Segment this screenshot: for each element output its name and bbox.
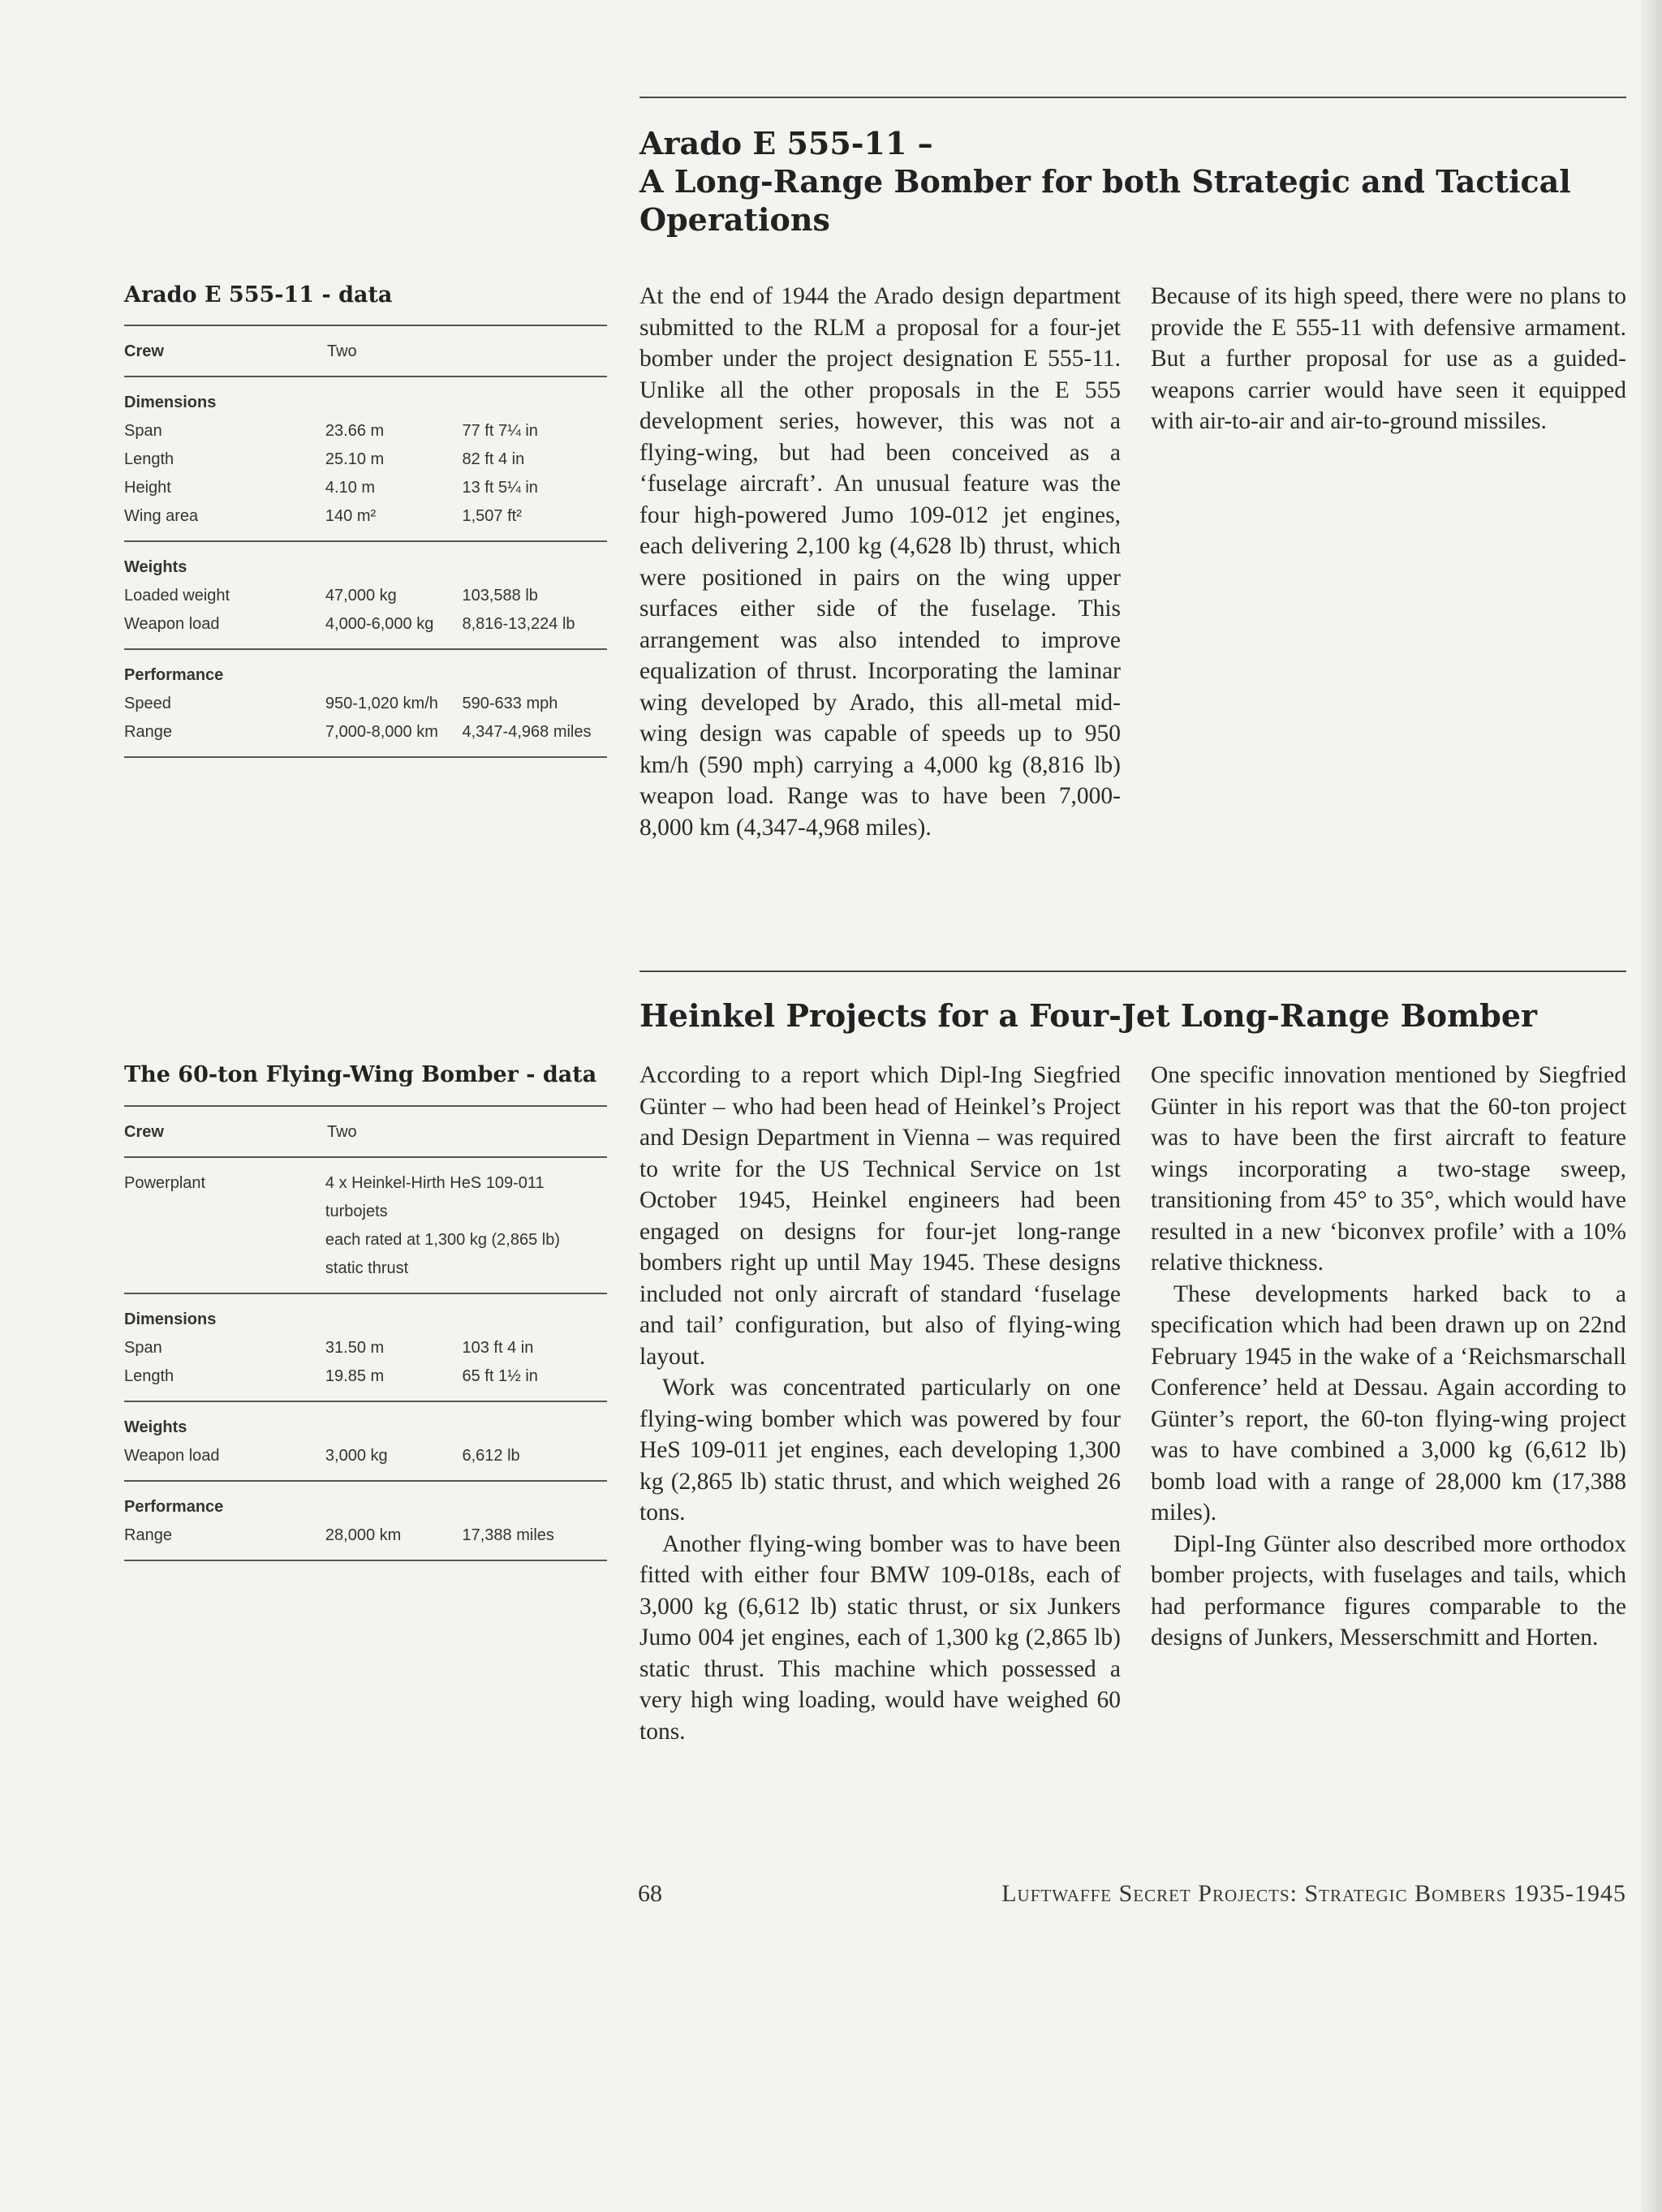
row-label: Length xyxy=(124,1367,174,1385)
table-row xyxy=(124,690,607,718)
data-table-title-suffix: - data xyxy=(314,282,393,308)
table-row xyxy=(124,610,607,639)
section-header: Performance xyxy=(124,1498,224,1516)
paragraph: Work was concentrated particularly on one flying-wing bomber which was powered by four HeS 109-011 jet engines, each developing 1,300 kg (2,865 lb) static thrust, and which weighed 26 tons. xyxy=(639,1375,1121,1526)
table-row xyxy=(124,582,607,610)
row-imperial: 77 ft 7¼ in xyxy=(462,422,538,440)
powerplant-value xyxy=(325,1169,607,1283)
table-row xyxy=(124,445,607,474)
flying-wing-data-table xyxy=(124,1105,607,1561)
row-imperial: 1,507 ft² xyxy=(462,507,522,525)
row-imperial: 82 ft 4 in xyxy=(462,450,525,468)
table-row xyxy=(124,338,607,366)
row-label: Weapon load xyxy=(124,615,220,633)
crew-section xyxy=(124,1105,607,1158)
data-table-title xyxy=(124,282,392,309)
powerplant-section xyxy=(124,1158,607,1294)
section-header-row xyxy=(124,661,607,690)
data-table-title xyxy=(124,1061,596,1089)
paragraph: One specific innovation mentioned by Siegfried Günter in his report was that the 60-ton project was to have been the first aircraft to feature wings incorporating a two-stage sweep, transitioning from 45° to 35°, which would have resulted in a new ‘biconvex profile’ with a 10% relative thickness. xyxy=(1151,1062,1626,1276)
paragraph: Dipl-Ing Günter also described more orthodox bomber projects, with fuselages and tails, which had performance figures comparable to the designs of Junkers, Messerschmitt and Horten. xyxy=(1151,1530,1626,1650)
powerplant-line: static thrust xyxy=(325,1259,409,1277)
row-metric: 19.85 m xyxy=(325,1367,385,1385)
row-label: Wing area xyxy=(124,507,199,525)
row-value: Two xyxy=(327,342,357,360)
row-metric: 4.10 m xyxy=(325,479,376,497)
row-imperial: 13 ft 5¼ in xyxy=(462,479,538,497)
section-header-row xyxy=(124,1493,607,1521)
running-footer-title: Luftwaffe Secret Projects: Strategic Bombers 1935-1945 xyxy=(1001,1880,1626,1907)
heinkel-text-column-2 xyxy=(1151,1060,1626,1654)
row-label: Speed xyxy=(124,695,171,712)
performance-section xyxy=(124,650,607,758)
table-row xyxy=(124,1169,607,1283)
row-imperial: 4,347-4,968 miles xyxy=(462,723,592,741)
dimensions-section xyxy=(124,1294,607,1402)
row-metric: 950-1,020 km/h xyxy=(325,695,438,712)
row-imperial: 590-633 mph xyxy=(462,695,558,712)
performance-section xyxy=(124,1482,607,1561)
row-label: Span xyxy=(124,1339,162,1357)
paragraph: Because of its high speed, there were no plans to provide the E 555-11 with defensive armament. But a further proposal for use as a guided-weapons carrier would have seen it equipped with air-to-air and air-to-ground missiles. xyxy=(1151,283,1626,434)
section-header: Weights xyxy=(124,1418,187,1436)
crew-section xyxy=(124,325,607,377)
row-metric: 28,000 km xyxy=(325,1526,402,1544)
data-table-title-suffix: - data xyxy=(518,1062,597,1087)
weights-section xyxy=(124,542,607,650)
section-header-row xyxy=(124,553,607,582)
row-label: Range xyxy=(124,723,172,741)
powerplant-line: each rated at 1,300 kg (2,865 lb) xyxy=(325,1231,561,1249)
row-label: Crew xyxy=(124,1123,164,1141)
table-row xyxy=(124,718,607,747)
row-imperial: 8,816-13,224 lb xyxy=(462,615,575,633)
paragraph: Another flying-wing bomber was to have been fitted with either four BMW 109-018s, each of 3,000 kg (6,612 lb) static thrust, or six Junkers Jumo 004 jet engines, each of 1,300 kg (2,865 lb) static thrust. This machine which possessed a very high wing loading, would have weighed 60 tons. xyxy=(639,1530,1121,1745)
row-label: Length xyxy=(124,450,174,468)
title-line-3: Operations xyxy=(639,201,830,238)
page-edge xyxy=(1641,0,1662,2212)
row-value: Two xyxy=(327,1123,357,1141)
table-row xyxy=(124,502,607,531)
powerplant-line: 4 x Heinkel-Hirth HeS 109-011 turbojets xyxy=(325,1174,545,1220)
section-title-heinkel: Heinkel Projects for a Four-Jet Long-Range Bomber xyxy=(639,997,1538,1034)
page-number: 68 xyxy=(638,1880,662,1907)
section-header-row xyxy=(124,1414,607,1442)
row-label: Loaded weight xyxy=(124,587,230,605)
row-metric: 23.66 m xyxy=(325,422,385,440)
title-line-1: Arado E 555-11 – xyxy=(639,125,933,161)
section-rule xyxy=(639,97,1626,98)
section-header: Weights xyxy=(124,558,187,576)
row-metric: 7,000-8,000 km xyxy=(325,723,438,741)
section-header: Dimensions xyxy=(124,394,217,411)
table-row xyxy=(124,1362,607,1391)
row-metric: 31.50 m xyxy=(325,1339,385,1357)
row-label: Range xyxy=(124,1526,172,1544)
row-metric: 140 m² xyxy=(325,507,377,525)
table-row xyxy=(124,474,607,502)
row-label: Height xyxy=(124,479,171,497)
heinkel-text-column-1 xyxy=(639,1060,1121,1747)
section-rule xyxy=(639,970,1626,972)
row-imperial: 103,588 lb xyxy=(462,587,538,605)
paragraph: At the end of 1944 the Arado design department submitted to the RLM a proposal for a four-jet bomber under the project designation E 555-11. Unlike all the other proposals in the E 555 development series, however, this was not a flying-wing, but had been conceived as a ‘fuselage aircraft’. An unusual feature was the four high-powered Jumo 109-012 jet engines, each delivering 2,100 kg (4,628 lb) thrust, which were positioned in pairs on the wing upper surfaces either side of the fuselage. This arrangement was also intended to improve equalization of thrust. Incorporating the laminar wing developed by Arado, this all-metal mid-wing design was capable of speeds up to 950 km/h (590 mph) carrying a 4,000 kg (8,816 lb) weapon load. Range was to have been 7,000-8,000 km (4,347-4,968 miles). xyxy=(639,283,1121,841)
row-label: Powerplant xyxy=(124,1174,206,1192)
paragraph: According to a report which Dipl-Ing Siegfried Günter – who had been head of Heinkel’s Project and Design Department in Vienna – was required to write for the US Technical Service on 1st October 1945, Heinkel engineers had been engaged on designs for four-jet long-range bombers right up until May 1945. These designs included not only aircraft of standard ‘fuselage and tail’ configuration, but also of flying-wing layout. xyxy=(639,1062,1121,1370)
data-table-title-text: Arado E 555-11 xyxy=(124,282,315,308)
section-header-row xyxy=(124,389,607,417)
section-header: Dimensions xyxy=(124,1310,217,1328)
row-label: Weapon load xyxy=(124,1447,220,1465)
row-imperial: 65 ft 1½ in xyxy=(462,1367,538,1385)
table-row xyxy=(124,1118,607,1147)
section-header-row xyxy=(124,1306,607,1334)
dimensions-section xyxy=(124,377,607,542)
row-metric: 47,000 kg xyxy=(325,587,397,605)
section-header: Performance xyxy=(124,666,224,684)
table-row xyxy=(124,1334,607,1362)
paragraph: These developments harked back to a specification which had been drawn up on 22nd February 1945 in the wake of a ‘Reichsmarschall Conference’ held at Dessau. Again according to Günter’s report, the 60-ton flying-wing project was to have combined a 3,000 kg (6,612 lb) bomb load with a range of 28,000 km (17,388 miles). xyxy=(1151,1280,1626,1526)
arado-text-column-2 xyxy=(1151,281,1626,437)
row-label: Span xyxy=(124,422,162,440)
arado-data-table xyxy=(124,325,607,758)
row-metric: 3,000 kg xyxy=(325,1447,388,1465)
table-row xyxy=(124,1521,607,1550)
data-table-title-text: The 60-ton Flying-Wing Bomber xyxy=(124,1062,519,1087)
section-title-arado xyxy=(639,124,1630,239)
row-imperial: 103 ft 4 in xyxy=(462,1339,534,1357)
table-row xyxy=(124,417,607,445)
arado-text-column-1 xyxy=(639,281,1121,843)
row-label: Crew xyxy=(124,342,164,360)
title-line-2: A Long-Range Bomber for both Strategic and Tactical xyxy=(639,163,1571,200)
row-metric: 25.10 m xyxy=(325,450,385,468)
row-imperial: 17,388 miles xyxy=(462,1526,554,1544)
table-row xyxy=(124,1442,607,1470)
row-metric: 4,000-6,000 kg xyxy=(325,615,434,633)
weights-section xyxy=(124,1402,607,1482)
row-imperial: 6,612 lb xyxy=(462,1447,520,1465)
